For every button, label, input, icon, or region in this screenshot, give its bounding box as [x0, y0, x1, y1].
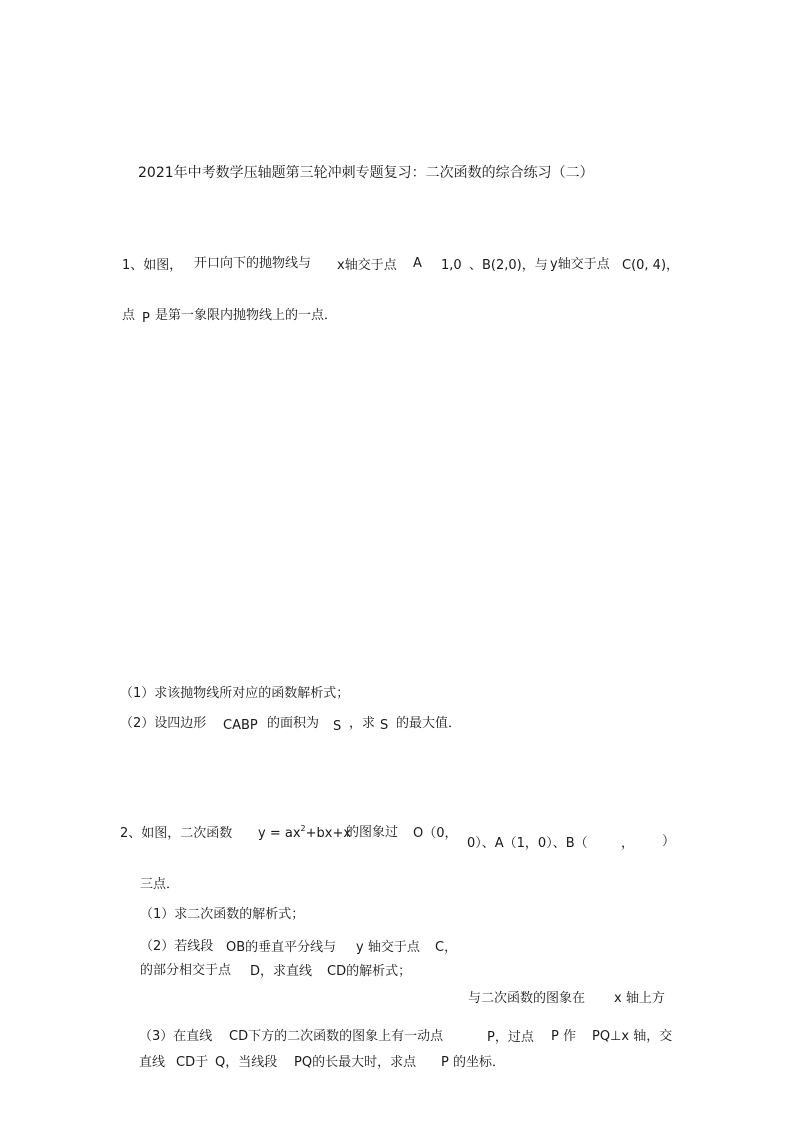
q2-part-3: PQ⊥x 轴，交 [592, 1029, 673, 1044]
q2-part-2: D，求直线 [250, 964, 313, 979]
q2-part-3: CD于 [176, 1055, 209, 1070]
q2-text: 的图象过 [346, 825, 399, 840]
q2-text: 2、如图，二次函数 [120, 826, 233, 841]
q1-part-2: S [333, 719, 342, 734]
q1-part-2: ，求 [349, 716, 376, 731]
q1-text: 1,0 [441, 258, 462, 273]
q2-text: 三点． [140, 877, 180, 892]
q2-part-3: （3）在直线 [139, 1029, 213, 1044]
q1-part-2: CABP [223, 718, 258, 733]
q2-part-2: 与二次函数的图象在 [468, 991, 586, 1006]
q1-part-2: （2）设四边形 [120, 716, 207, 731]
q1-part-2: 的面积为 [267, 716, 320, 731]
q1-text: 是第一象限内抛物线上的一点． [155, 308, 338, 323]
q1-text: 点 [122, 308, 136, 323]
q1-part-1: （1）求该抛物线所对应的函数解析式； [120, 686, 350, 701]
q2-part-3: PQ的长最大时，求点 [294, 1055, 417, 1070]
q2-part-3: 直线 [139, 1055, 166, 1070]
q1-text: x轴交于点 [337, 258, 397, 273]
q1-text: C(0, 4)， [622, 258, 680, 273]
q2-text: O（0， [413, 826, 458, 841]
q2-text: ） [662, 834, 676, 849]
q2-part-2: OB的垂直平分线与 [226, 940, 337, 955]
q2-part-2: CD的解析式； [327, 964, 412, 979]
q2-text: ， [621, 836, 635, 851]
q2-part-3: CD下方的二次函数的图象上有一动点 [229, 1029, 444, 1044]
q2-part-2: y 轴交于点 [356, 940, 420, 955]
q1-text: y轴交于点 [550, 257, 610, 272]
q2-part-2: 的部分相交于点 [140, 963, 232, 978]
page-title: 2021年中考数学压轴题第三轮冲刺专题复习：二次函数的综合练习（二） [138, 165, 594, 181]
q2-equation: $y = ax^2+bx+x$ [258, 824, 352, 841]
q2-part-2: C， [435, 940, 458, 955]
q1-text: A [413, 256, 422, 271]
q2-part-3: P 的坐标． [441, 1055, 505, 1070]
q2-part-2: x 轴上方 [614, 991, 665, 1006]
q2-text: 0）、A（1，0）、B（ [467, 836, 588, 851]
q2-part-2: （2）若线段 [140, 939, 214, 954]
q1-part-2: S [380, 718, 389, 733]
q2-part-3: Q，当线段 [215, 1055, 278, 1070]
q1-text: 、B(2,0)，与 [469, 258, 548, 273]
q1-text: P [142, 311, 150, 326]
q2-part-1: （1）求二次函数的解析式； [140, 907, 305, 922]
q1-text: 开口向下的抛物线与 [194, 256, 312, 271]
q1-part-2: 的最大值． [396, 716, 462, 731]
q2-part-3: P，过点 [487, 1030, 534, 1045]
q1-text: 1、如图， [122, 258, 183, 273]
q2-part-3: P 作 [551, 1029, 576, 1044]
